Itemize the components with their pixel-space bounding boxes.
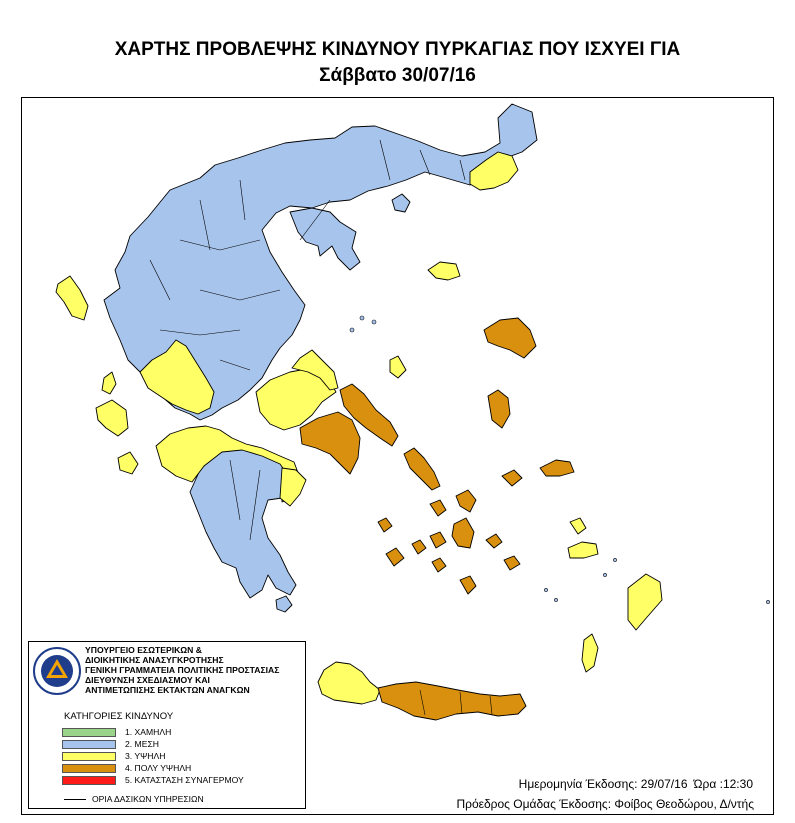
region-thasos — [392, 194, 410, 212]
legend-swatch-medium — [62, 740, 116, 749]
legend-swatch-low — [62, 728, 116, 737]
region-crete-east-very-high — [378, 682, 526, 720]
region-samos-very-high — [540, 460, 574, 476]
region-cyclades-2 — [430, 500, 446, 516]
legend-label-low: 1. ΧΑΜΗΛΗ — [125, 727, 172, 737]
ministry-line: ΓΕΝΙΚΗ ΓΡΑΜΜΑΤΕΙΑ ΠΟΛΙΤΙΚΗΣ ΠΡΟΣΤΑΣΙΑΣ — [85, 665, 280, 675]
legend-swatch-very-high — [62, 764, 116, 773]
region-peloponnese-medium — [190, 445, 296, 598]
issue-info — [513, 777, 753, 791]
ministry-line: ΔΙΕΥΘΥΝΣΗ ΣΧΕΔΙΑΣΜΟΥ ΚΑΙ — [85, 675, 210, 685]
region-cyclades-3 — [386, 548, 404, 566]
boundary-line-symbol — [64, 799, 86, 800]
region-cyclades-1 — [456, 490, 476, 512]
legend-label-alert: 5. ΚΑΤΑΣΤΑΣΗ ΣΥΝΑΓΕΡΜΟΥ — [125, 775, 244, 785]
region-chios-very-high — [488, 390, 510, 428]
region-kythira — [276, 596, 292, 612]
region-zakynthos-high — [118, 452, 138, 474]
region-rhodes-high — [628, 574, 662, 630]
region-cyclades-6 — [486, 534, 502, 548]
region-corfu-high — [56, 276, 88, 320]
region-cyclades-7 — [432, 558, 446, 572]
chair-credit: Πρόεδρος Ομάδας Έκδοσης: Φοίβος Θεοδώρου, Δ/ντής — [456, 797, 754, 811]
categories-title: ΚΑΤΗΓΟΡΙΕΣ ΚΙΝΔΥΝΟΥ — [64, 711, 174, 722]
region-karpathos-high — [582, 634, 598, 672]
legend-swatch-high — [62, 752, 116, 761]
issue-time: Ώρα :12:30 — [693, 777, 753, 791]
region-lefkada-high — [102, 372, 116, 394]
region-argolida-high — [280, 468, 306, 506]
legend-label-very-high: 4. ΠΟΛΥ ΥΨΗΛΗ — [125, 763, 192, 773]
region-crete-west-high — [318, 662, 380, 704]
region-leros-high — [568, 542, 598, 558]
region-samothraki-high — [428, 262, 460, 280]
boundary-label: ΟΡΙΑ ΔΑΣΙΚΩΝ ΥΠΗΡΕΣΙΩΝ — [92, 794, 204, 804]
ministry-line: ΔΙΟΙΚΗΤΙΚΗΣ ΑΝΑΣΥΓΚΡΟΤΗΣΗΣ — [85, 655, 224, 665]
legend-panel — [28, 641, 306, 809]
civil-protection-logo — [32, 646, 82, 696]
ministry-line: ΥΠΟΥΡΓΕΙΟ ΕΣΩΤΕΡΙΚΩΝ & — [85, 645, 202, 655]
region-kefalonia-high — [96, 400, 128, 436]
ministry-line: ΑΝΤΙΜΕΤΩΠΙΣΗΣ ΕΚΤΑΚΤΩΝ ΑΝΑΓΚΩΝ — [85, 685, 250, 695]
ministry-heading — [85, 645, 303, 695]
map-title: ΧΑΡΤΗΣ ΠΡΟΒΛΕΨΗΣ ΚΙΝΔΥΝΟΥ ΠΥΡΚΑΓΙΑΣ ΠΟΥ ΙΣΧΥΕΙ ΓΙΑ — [114, 39, 681, 60]
legend-swatch-alert — [62, 776, 116, 785]
region-andros-very-high — [404, 448, 440, 490]
region-lesvos-very-high — [484, 318, 536, 358]
region-santorini-very-high — [460, 576, 476, 594]
region-cyclades-4 — [412, 540, 426, 554]
issue-date: Ημερομηνία Έκδοσης: 29/07/16 — [518, 777, 688, 791]
region-kos-high — [570, 518, 586, 534]
region-naxos-very-high — [452, 518, 474, 548]
region-cyclades-8 — [504, 556, 520, 570]
legend-label-medium: 2. ΜΕΣΗ — [125, 739, 159, 749]
region-attica-very-high — [300, 412, 360, 474]
region-ikaria-very-high — [502, 470, 522, 486]
region-cyclades-5 — [378, 518, 392, 532]
legend-label-high: 3. ΥΨΗΛΗ — [125, 751, 166, 761]
region-paros-very-high — [430, 532, 446, 548]
region-lemnos-high — [390, 356, 406, 378]
map-date: Σάββατο 30/07/16 — [319, 65, 476, 86]
